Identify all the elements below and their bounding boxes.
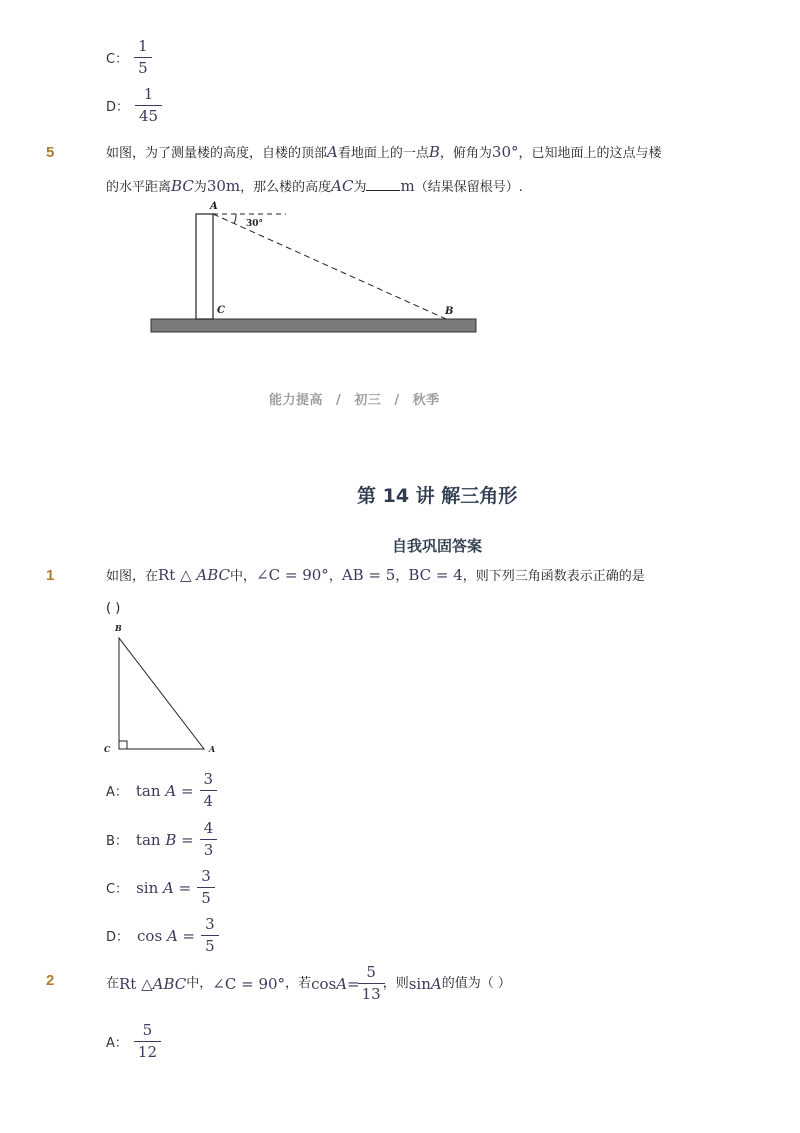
angle-label: 30° xyxy=(246,219,264,229)
option-d[interactable] xyxy=(106,916,217,956)
building-diagram xyxy=(140,196,490,341)
option-label: D： xyxy=(106,930,130,946)
fraction: $\frac{3}{5}$ xyxy=(203,916,217,956)
ground xyxy=(151,319,476,332)
sight-line xyxy=(213,214,446,319)
option-label: D： xyxy=(106,100,130,116)
function: cos A = xyxy=(137,926,196,945)
question-number: 2 xyxy=(46,972,55,989)
label-b: B xyxy=(445,306,454,317)
label-a: A xyxy=(209,744,216,754)
fraction xyxy=(137,86,160,126)
triangle-diagram xyxy=(100,620,220,760)
option-label: A： xyxy=(106,1036,128,1052)
function: tan A = xyxy=(135,781,194,800)
right-angle-mark xyxy=(119,741,127,749)
question-number: 1 xyxy=(46,567,55,584)
option-a[interactable] xyxy=(106,771,215,811)
function: sin A = xyxy=(136,878,192,897)
question-text: 如图，在Rt △ ABC中，∠C = 90°，AB = 5，BC = 4，则下列三角函数表示正确的是 ( ) xyxy=(106,566,645,616)
denominator: 45 xyxy=(139,107,159,126)
label-c: C xyxy=(104,744,111,754)
fraction xyxy=(136,38,150,78)
option-d[interactable] xyxy=(106,86,160,126)
triangle xyxy=(119,638,204,749)
option-label: C： xyxy=(106,52,129,68)
question-text: 在 Rt △ ABC 中， ∠C = 90° ，若 cos A = $\frac{5}{13}$ ，则 sin A 的值为（ ） xyxy=(106,963,511,1004)
option-c[interactable] xyxy=(106,38,150,78)
numerator: 1 xyxy=(143,85,154,103)
numerator: 1 xyxy=(138,37,148,55)
option-label: A： xyxy=(106,785,128,801)
denominator: 5 xyxy=(138,59,148,78)
answer-blank[interactable] xyxy=(366,189,400,191)
option-c[interactable] xyxy=(106,868,213,908)
label-b: B xyxy=(115,623,122,633)
question-text: 如图，为了测量楼的高度，自楼的顶部A看地面上的一点B，俯角为30°，已知地面上的这点与楼 的水平距离BC为30m，那么楼的高度AC为 m（结果保留根号）. xyxy=(106,143,662,195)
question-number: 5 xyxy=(46,144,55,161)
option-label: B： xyxy=(106,834,128,850)
lecture-title: 第 14 讲 解三角形 xyxy=(357,485,518,507)
fraction: $\frac{3}{4}$ xyxy=(202,771,216,811)
section-title: 自我巩固答案 xyxy=(392,537,483,555)
building xyxy=(196,214,213,319)
angle-arc xyxy=(234,214,236,224)
function: tan B = xyxy=(135,830,194,849)
option-label: C： xyxy=(106,882,129,898)
label-a: A xyxy=(210,201,218,212)
label-c: C xyxy=(217,305,225,316)
option-b[interactable] xyxy=(106,820,215,860)
fraction: $\frac{4}{3}$ xyxy=(202,820,216,860)
option-a[interactable] xyxy=(106,1022,159,1062)
fraction: $\frac{5}{12}$ xyxy=(136,1022,159,1062)
fraction: $\frac{3}{5}$ xyxy=(199,868,213,908)
fraction: $\frac{5}{13}$ xyxy=(360,964,383,1004)
breadcrumb: 能力提高 / 初三 / 秋季 xyxy=(269,393,440,408)
